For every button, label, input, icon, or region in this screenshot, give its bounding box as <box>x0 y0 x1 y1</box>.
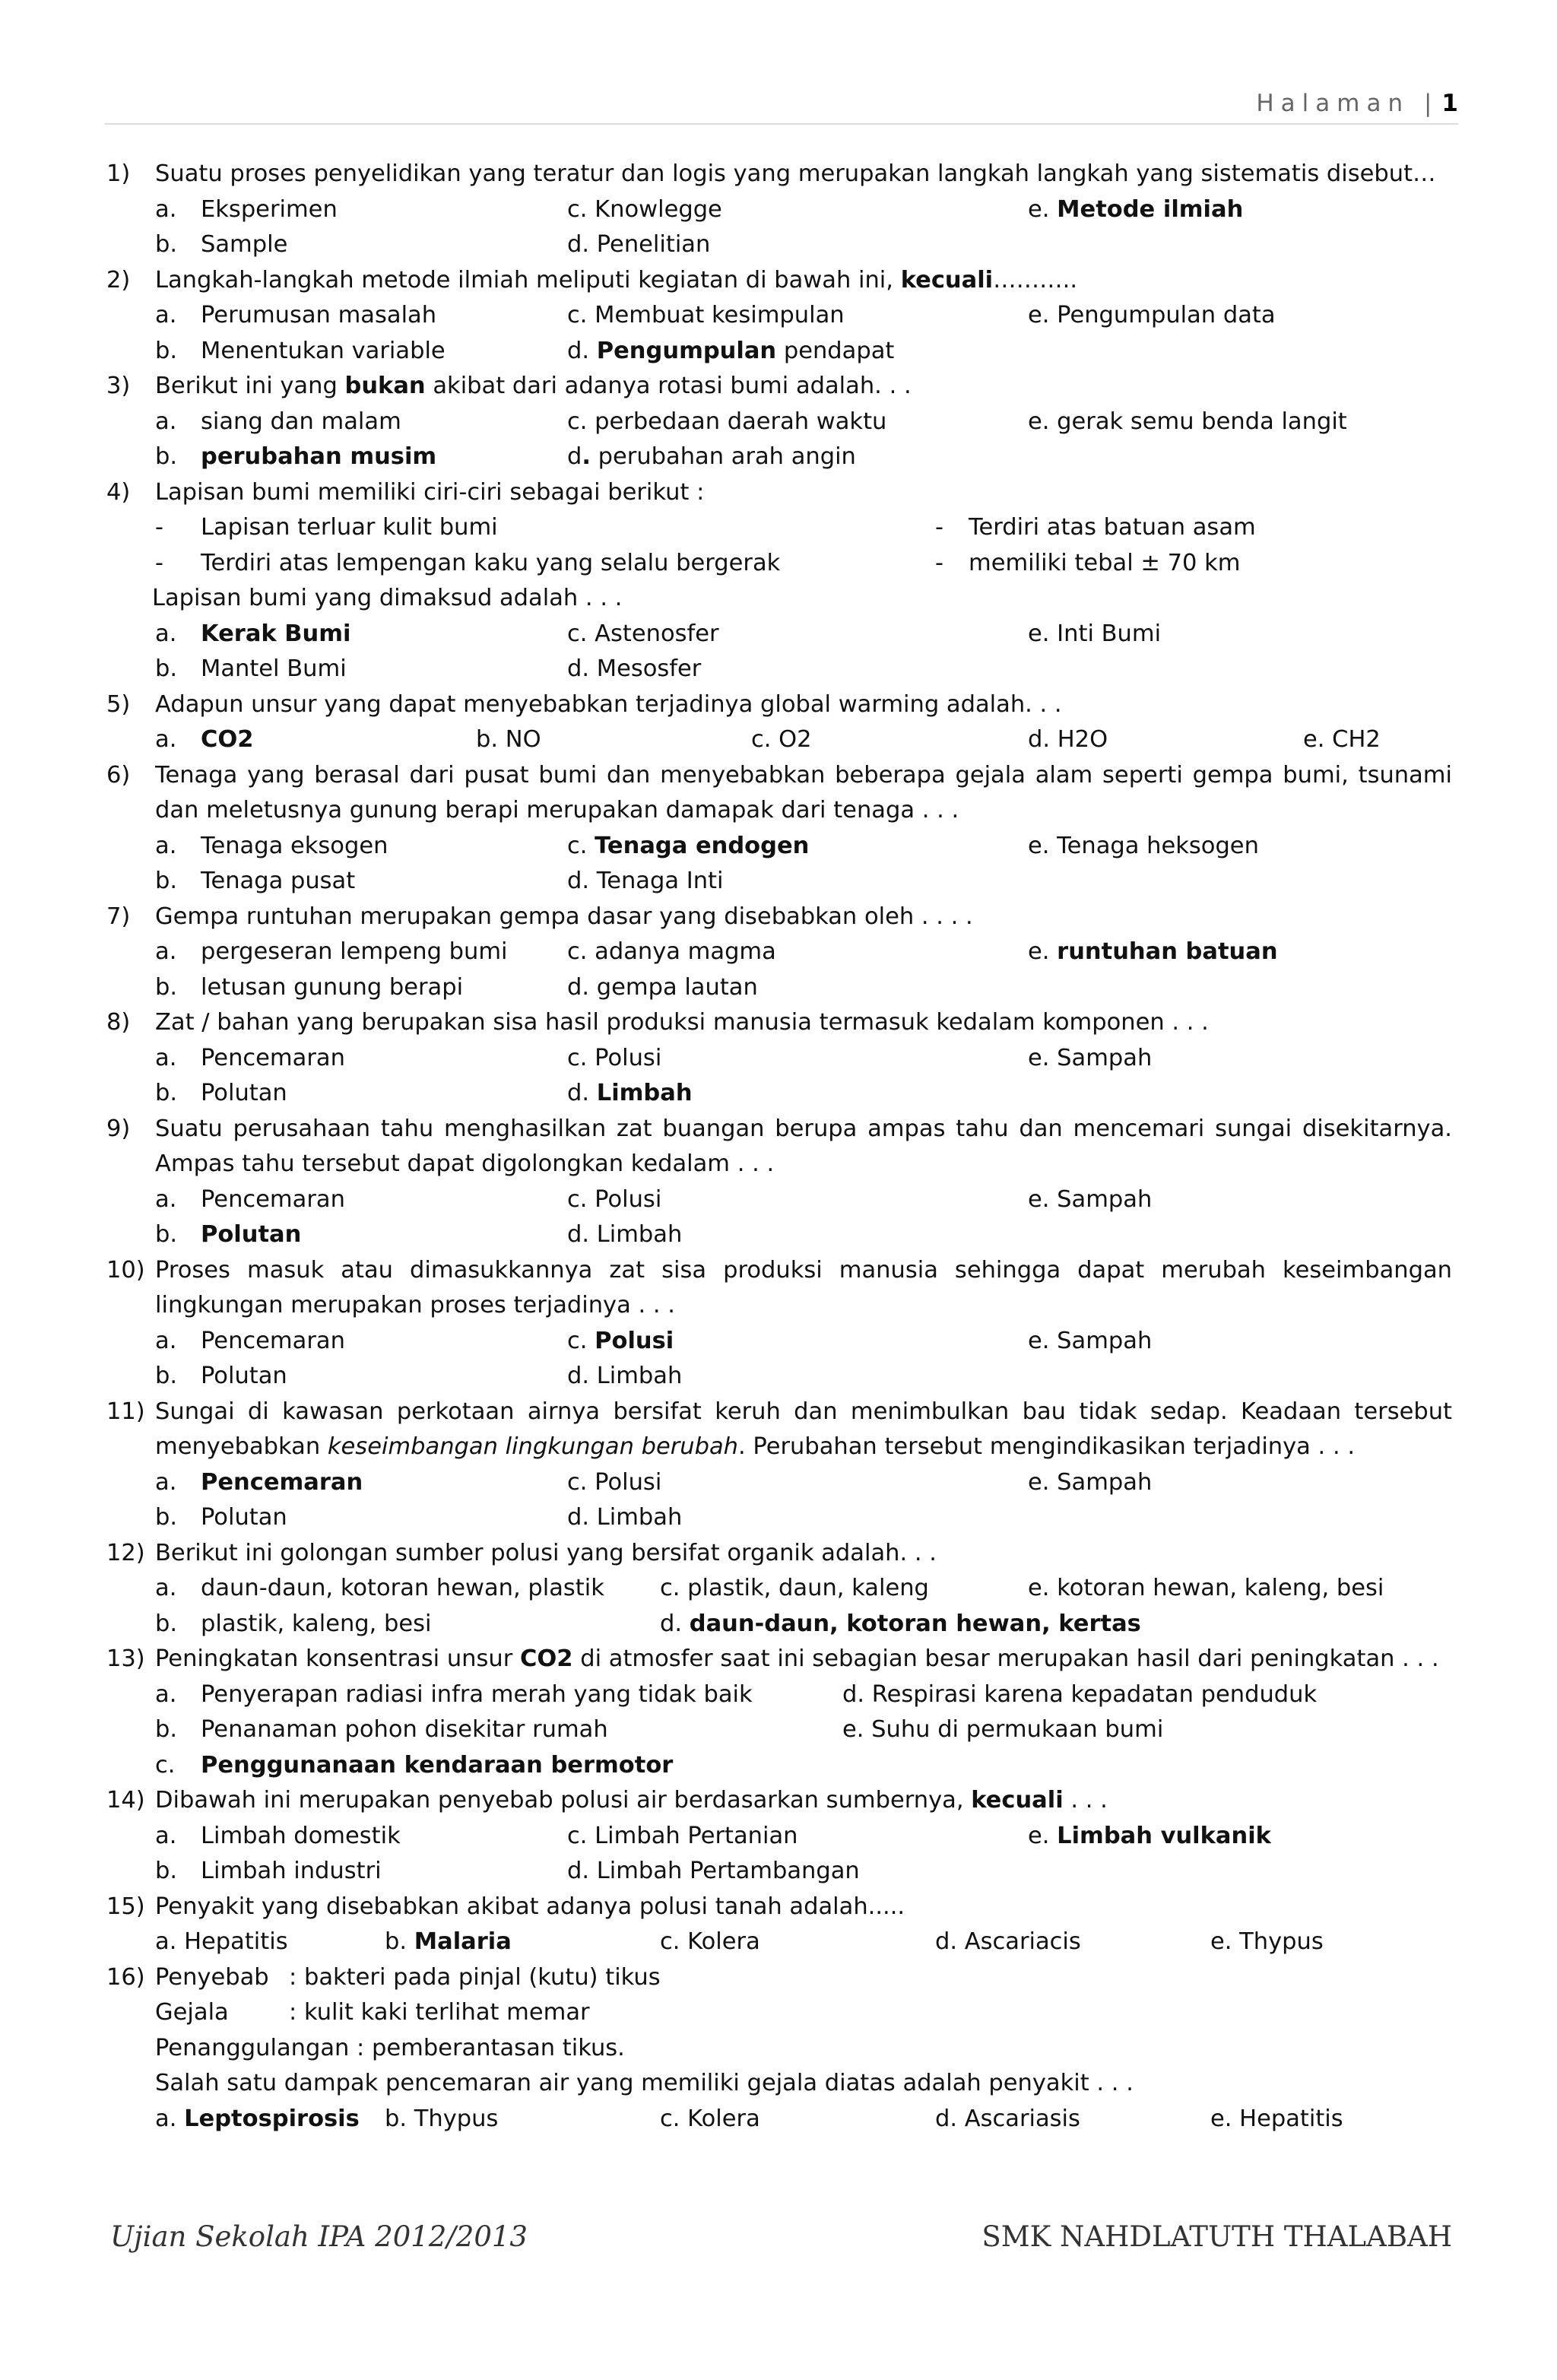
option-label: b. <box>155 231 178 258</box>
question-number: 5) <box>106 690 131 718</box>
question-text-main: Dibawah ini merupakan penyebab polusi air berdasarkan sumbernya, <box>155 1787 964 1814</box>
option-c: c. adanya magma <box>567 938 776 965</box>
option-a: Perumusan masalah <box>201 302 437 328</box>
feature-item: Lapisan terluar kulit bumi <box>201 514 498 541</box>
options-row <box>106 1041 1452 1077</box>
option-c: c. plastik, daun, kaleng <box>660 1575 929 1601</box>
header-rule <box>105 123 1458 125</box>
options-row <box>106 192 1452 228</box>
option-c: c. Polusi <box>567 1468 662 1496</box>
question-prompt <box>106 581 1452 617</box>
options-row <box>106 2102 1452 2137</box>
option-label: a. <box>155 938 177 965</box>
question-number: 1) <box>106 160 131 187</box>
question-14 <box>106 1783 1452 1819</box>
option-d: d. Respirasi karena kepadatan penduduk <box>842 1680 1318 1708</box>
option-b: Limbah industri <box>201 1858 382 1884</box>
bullet-dash: - <box>155 549 164 576</box>
option-prefix: e <box>1028 1327 1042 1354</box>
options-row <box>106 1712 1452 1748</box>
question-10 <box>106 1253 1452 1324</box>
option-c: c. Limbah Pertanian <box>567 1822 798 1849</box>
question-text <box>155 263 1077 299</box>
option-label: a. <box>155 1680 177 1708</box>
question-text: Berikut ini golongan sumber polusi yang bersifat organik adalah. . . <box>155 1539 937 1566</box>
options-row <box>106 1677 1452 1713</box>
question-8 <box>106 1005 1452 1041</box>
feature-row <box>106 510 1452 546</box>
option-d: d. Limbah <box>567 1363 683 1389</box>
option-prefix: b. <box>385 1928 414 1955</box>
question-prompt <box>106 2066 1452 2102</box>
option-e: e. Sampah <box>1028 1185 1153 1213</box>
option-a: Limbah domestik <box>201 1822 401 1849</box>
question-text <box>155 1783 1108 1819</box>
answer-key: Leptospirosis <box>184 2105 360 2132</box>
options-row <box>106 1748 1452 1784</box>
options-row <box>106 1854 1452 1890</box>
question-number: 11) <box>106 1398 145 1425</box>
question-text-pre: Berikut ini yang <box>155 373 345 399</box>
question-13 <box>106 1642 1452 1677</box>
option-d: d. Penelitian <box>567 231 711 258</box>
option-a: a. Hepatitis <box>155 1928 288 1955</box>
option-label: a. <box>155 195 177 223</box>
options-row <box>106 227 1452 263</box>
option-label: b. <box>155 1363 178 1389</box>
option-b-answer-key: perubahan musim <box>201 443 437 470</box>
question-text-main: . Perubahan tersebut mengindikasikan terjadinya . . . <box>738 1433 1356 1460</box>
question-text-tail: ……….. <box>993 266 1078 294</box>
question-text-main: akibat dari adanya rotasi bumi adalah. . . <box>425 373 912 399</box>
question-text: Zat / bahan yang berupakan sisa hasil produksi manusia termasuk kedalam komponen . . . <box>155 1009 1209 1036</box>
option-c-answer-key: Penggunanaan kendaraan bermotor <box>201 1751 674 1779</box>
option-b: Tenaga pusat <box>201 868 356 894</box>
option-a: pergeseran lempeng bumi <box>201 938 508 965</box>
option-prefix: d <box>567 443 582 470</box>
option-prefix: d. <box>567 337 597 364</box>
option-d: d. H2O <box>1028 726 1108 753</box>
option-label: a. <box>155 832 177 859</box>
page-label: Halaman <box>1256 90 1410 117</box>
option-e: e. Sampah <box>1028 1468 1153 1496</box>
info-row <box>106 1995 1452 2031</box>
option-b: Polutan <box>201 1504 287 1531</box>
question-11 <box>106 1395 1452 1465</box>
options-row <box>106 935 1452 970</box>
option-prefix: d. <box>660 1610 690 1637</box>
option-d <box>660 1607 1141 1642</box>
option-e <box>1028 935 1278 970</box>
page-number: 1 <box>1441 90 1458 117</box>
option-label: a. <box>155 1327 177 1354</box>
options-row <box>106 298 1452 334</box>
options-row <box>106 1324 1452 1360</box>
question-text: Suatu perusahaan tahu menghasilkan zat buangan berupa ampas tahu dan mencemari sungai disekitarnya. Ampas tahu tersebut dapat digolongkan kedalam . . . <box>155 1115 1452 1177</box>
option-tail: pendapat <box>776 337 895 364</box>
footer-exam-title: Ujian Sekolah IPA 2012/2013 <box>110 2220 528 2253</box>
answer-key: Limbah <box>596 1080 693 1106</box>
option-prefix: a. <box>155 2105 185 2132</box>
options-row <box>106 1607 1452 1642</box>
option-c: c. Kolera <box>660 1928 760 1955</box>
option-a: Pencemaran <box>201 1185 345 1213</box>
question-9 <box>106 1112 1452 1182</box>
option-label: b. <box>155 655 178 682</box>
question-text-main: di atmosfer saat ini sebagian besar merupakan hasil dari peningkatan . . . <box>572 1645 1439 1672</box>
info-label: Gejala <box>155 1999 229 2026</box>
option-c: c. Kolera <box>660 2105 760 2132</box>
option-prefix: d. <box>567 1080 597 1106</box>
info-label: Penyebab <box>155 1963 269 1991</box>
question-number: 16) <box>106 1963 145 1991</box>
answer-key: Limbah vulkanik <box>1057 1822 1271 1849</box>
options-row <box>106 1076 1452 1112</box>
option-e: e. Sampah <box>1028 1044 1153 1071</box>
options-row <box>106 722 1452 758</box>
option-e <box>1028 1324 1152 1360</box>
option-d: d. Tenaga Inti <box>567 868 724 894</box>
option-dot: . <box>582 443 591 470</box>
option-b: Menentukan variable <box>201 337 446 364</box>
options-row <box>106 1217 1452 1253</box>
feature-row <box>106 546 1452 582</box>
options-row <box>106 405 1452 440</box>
question-number: 8) <box>106 1009 131 1036</box>
question-number: 4) <box>106 478 131 506</box>
option-label: c. <box>155 1751 176 1779</box>
option-c: c. Polusi <box>567 1044 662 1071</box>
answer-key: Polusi <box>595 1327 674 1354</box>
option-c: c. Knowlegge <box>567 195 722 223</box>
answer-key: runtuhan batuan <box>1057 938 1278 965</box>
options-row <box>106 970 1452 1006</box>
info-value: : bakteri pada pinjal (kutu) tikus <box>289 1963 661 1991</box>
option-b: Polutan <box>201 1080 287 1106</box>
answer-key: Pengumpulan <box>596 337 777 364</box>
question-number: 9) <box>106 1115 131 1142</box>
question-16 <box>106 1960 1452 1996</box>
info-text: Penanggulangan : pemberantasan tikus. <box>155 2034 625 2061</box>
option-label: a. <box>155 302 177 328</box>
options-row <box>106 1465 1452 1501</box>
question-text: Proses masuk atau dimasukkannya zat sisa produksi manusia sehingga dapat merubah keseimbangan lingkungan merupakan proses terjadinya . . . <box>155 1256 1452 1319</box>
option-d: d. Limbah Pertambangan <box>567 1858 860 1884</box>
question-emphasis: bukan <box>344 373 426 399</box>
option-b: b. NO <box>476 726 541 753</box>
option-c: c. Polusi <box>567 1185 662 1213</box>
option-prefix: e. <box>1028 195 1058 223</box>
option-c <box>567 1324 674 1360</box>
question-12 <box>106 1536 1452 1572</box>
question-number: 6) <box>106 761 131 789</box>
answer-key: Malaria <box>414 1928 512 1955</box>
question-emphasis: CO2 <box>519 1645 573 1672</box>
question-text-main: Langkah-langkah metode ilmiah meliputi kegiatan di bawah ini, <box>155 266 893 294</box>
question-text-pre: Peningkatan konsentrasi unsur <box>155 1645 520 1672</box>
feature-item: Terdiri atas lempengan kaku yang selalu bergerak <box>201 549 781 576</box>
question-text-pre: Sungai di kawasan perkotaan airnya bersifat keruh dan menimbulkan bau tidak sedap. Keadaan tersebut menyebabkan <box>155 1398 1452 1460</box>
options-row <box>106 1182 1452 1218</box>
question-prompt-text: Lapisan bumi yang dimaksud adalah . . . <box>152 585 623 611</box>
option-c <box>567 829 809 865</box>
question-2 <box>106 263 1452 299</box>
options-row <box>106 864 1452 900</box>
option-e: e. CH2 <box>1303 726 1381 753</box>
option-a <box>155 2102 360 2137</box>
option-prefix: e. <box>1028 1822 1058 1849</box>
option-d <box>567 440 856 475</box>
bullet-dash: - <box>935 549 944 576</box>
options-row <box>106 1571 1452 1607</box>
option-a: Eksperimen <box>201 195 338 223</box>
option-a: Penyerapan radiasi infra merah yang tidak baik <box>201 1680 753 1708</box>
question-number: 12) <box>106 1539 145 1566</box>
question-prompt-text: Salah satu dampak pencemaran air yang memiliki gejala diatas adalah penyakit . . . <box>155 2070 1134 2096</box>
option-a: daun-daun, kotoran hewan, plastik <box>201 1575 604 1601</box>
options-row <box>106 652 1452 687</box>
options-row <box>106 829 1452 865</box>
question-text: Adapun unsur yang dapat menyebabkan terjadinya global warming adalah. . . <box>155 690 1062 718</box>
answer-key: Tenaga endogen <box>595 832 810 859</box>
option-e: e. Suhu di permukaan bumi <box>842 1716 1164 1743</box>
option-label: a. <box>155 1822 177 1849</box>
option-b: plastik, kaleng, besi <box>201 1610 432 1637</box>
option-b: Penanaman pohon disekitar rumah <box>201 1716 608 1743</box>
option-b: Mantel Bumi <box>201 655 347 682</box>
option-d <box>567 334 894 370</box>
option-a: siang dan malam <box>201 408 401 435</box>
question-number: 2) <box>106 266 131 294</box>
option-label: b. <box>155 868 178 894</box>
option-a: Pencemaran <box>201 1044 345 1071</box>
option-c: c. perbedaan daerah waktu <box>567 408 887 435</box>
question-number: 13) <box>106 1645 145 1672</box>
option-e: e. kotoran hewan, kaleng, besi <box>1028 1575 1384 1601</box>
question-3 <box>106 369 1452 405</box>
option-e: e. Tenaga heksogen <box>1028 832 1259 859</box>
option-b: Polutan <box>201 1363 287 1389</box>
option-b: b. Thypus <box>385 2105 499 2132</box>
option-prefix: c. <box>567 832 595 859</box>
option-c: c. O2 <box>751 726 812 753</box>
option-d: d. Limbah <box>567 1504 683 1531</box>
option-c: c. Astenosfer <box>567 620 719 647</box>
question-number: 15) <box>106 1893 145 1920</box>
option-text: . Sampah <box>1042 1327 1153 1354</box>
question-number: 7) <box>106 903 131 930</box>
option-c: c. Membuat kesimpulan <box>567 302 845 328</box>
feature-item: memiliki tebal ± 70 km <box>969 549 1241 576</box>
info-row <box>106 2031 1452 2067</box>
bullet-dash: - <box>935 514 944 541</box>
option-label: a. <box>155 620 177 647</box>
options-row <box>106 617 1452 652</box>
option-a: Pencemaran <box>201 1327 345 1354</box>
question-text: Penyakit yang disebabkan akibat adanya polusi tanah adalah..... <box>155 1893 905 1920</box>
question-7 <box>106 900 1452 935</box>
option-label: a. <box>155 1468 177 1496</box>
option-d: d. Ascariasis <box>935 2105 1080 2132</box>
footer-school-name: SMK NAHDLATUTH THALABAH <box>981 2220 1452 2253</box>
option-b-answer-key: Polutan <box>201 1221 302 1248</box>
option-a-answer-key: CO2 <box>201 726 254 753</box>
option-e <box>1028 1819 1271 1855</box>
question-emphasis: kecuali <box>971 1787 1064 1814</box>
question-text: Gempa runtuhan merupakan gempa dasar yang disebabkan oleh . . . . <box>155 903 973 930</box>
option-d: d. Ascariacis <box>935 1928 1081 1955</box>
question-list <box>106 157 1452 2137</box>
option-label: a. <box>155 1044 177 1071</box>
header-separator: | <box>1423 90 1439 117</box>
option-e <box>1028 192 1243 228</box>
option-label: b. <box>155 443 178 470</box>
options-row <box>106 1819 1452 1855</box>
question-emphasis: kecuali <box>900 266 994 294</box>
info-value: : kulit kaki terlihat memar <box>289 1999 590 2026</box>
option-e: e. Pengumpulan data <box>1028 302 1276 328</box>
answer-key: daun-daun, kotoran hewan, kertas <box>689 1610 1141 1637</box>
question-text-tail: . . . <box>1063 1787 1108 1814</box>
question-15 <box>106 1890 1452 1925</box>
option-b: letusan gunung berapi <box>201 973 464 1001</box>
question-text <box>155 369 912 405</box>
option-prefix: e. <box>1028 938 1058 965</box>
answer-key: Metode ilmiah <box>1057 195 1244 223</box>
question-5 <box>106 687 1452 723</box>
option-label: a. <box>155 726 177 753</box>
question-text: Suatu proses penyelidikan yang teratur dan logis yang merupakan langkah langkah yang sistematis disebut… <box>155 160 1436 187</box>
option-e: e. Hepatitis <box>1210 2105 1343 2132</box>
option-label: a. <box>155 408 177 435</box>
option-text: perubahan arah angin <box>590 443 856 470</box>
option-e: e. gerak semu benda langit <box>1028 408 1347 435</box>
option-d: d. Mesosfer <box>567 655 702 682</box>
bullet-dash: - <box>155 514 164 541</box>
question-1 <box>106 157 1452 192</box>
option-d: d. gempa lautan <box>567 973 758 1001</box>
question-text: Lapisan bumi memiliki ciri-ciri sebagai berikut : <box>155 478 705 506</box>
option-label: b. <box>155 1080 178 1106</box>
question-number: 10) <box>106 1256 145 1284</box>
options-row <box>106 1500 1452 1536</box>
option-a-answer-key: Pencemaran <box>201 1468 363 1496</box>
page-header <box>1256 90 1458 117</box>
option-b <box>385 1925 512 1960</box>
option-label: b. <box>155 1221 178 1248</box>
question-number: 14) <box>106 1787 145 1814</box>
option-label: a. <box>155 1575 177 1601</box>
question-4 <box>106 475 1452 511</box>
option-label: b. <box>155 1858 178 1884</box>
option-label: a. <box>155 1185 177 1213</box>
question-6 <box>106 758 1452 829</box>
options-row <box>106 334 1452 370</box>
option-d: d. Limbah <box>567 1221 683 1248</box>
option-e: e. Inti Bumi <box>1028 620 1162 647</box>
question-text <box>155 1642 1439 1677</box>
option-d <box>567 1076 693 1112</box>
option-b: Sample <box>201 231 288 258</box>
question-text: Tenaga yang berasal dari pusat bumi dan menyebabkan beberapa gejala alam seperti gempa bumi, tsunami dan meletusnya gunung berapi merupakan damapak dari tenaga . . . <box>155 761 1452 823</box>
option-e: e. Thypus <box>1210 1928 1324 1955</box>
question-emphasis: keseimbangan lingkungan berubah <box>327 1433 739 1460</box>
option-label: b. <box>155 1610 178 1637</box>
option-a: Tenaga eksogen <box>201 832 388 859</box>
option-label: b. <box>155 973 178 1001</box>
question-number: 3) <box>106 373 131 399</box>
options-row <box>106 440 1452 475</box>
feature-item: Terdiri atas batuan asam <box>969 514 1256 541</box>
options-row <box>106 1359 1452 1395</box>
option-label: b. <box>155 337 178 364</box>
options-row <box>106 1925 1452 1960</box>
option-label: b. <box>155 1716 178 1743</box>
option-label: b. <box>155 1504 178 1531</box>
option-a-answer-key: Kerak Bumi <box>201 620 351 647</box>
option-prefix: c. <box>567 1327 595 1354</box>
